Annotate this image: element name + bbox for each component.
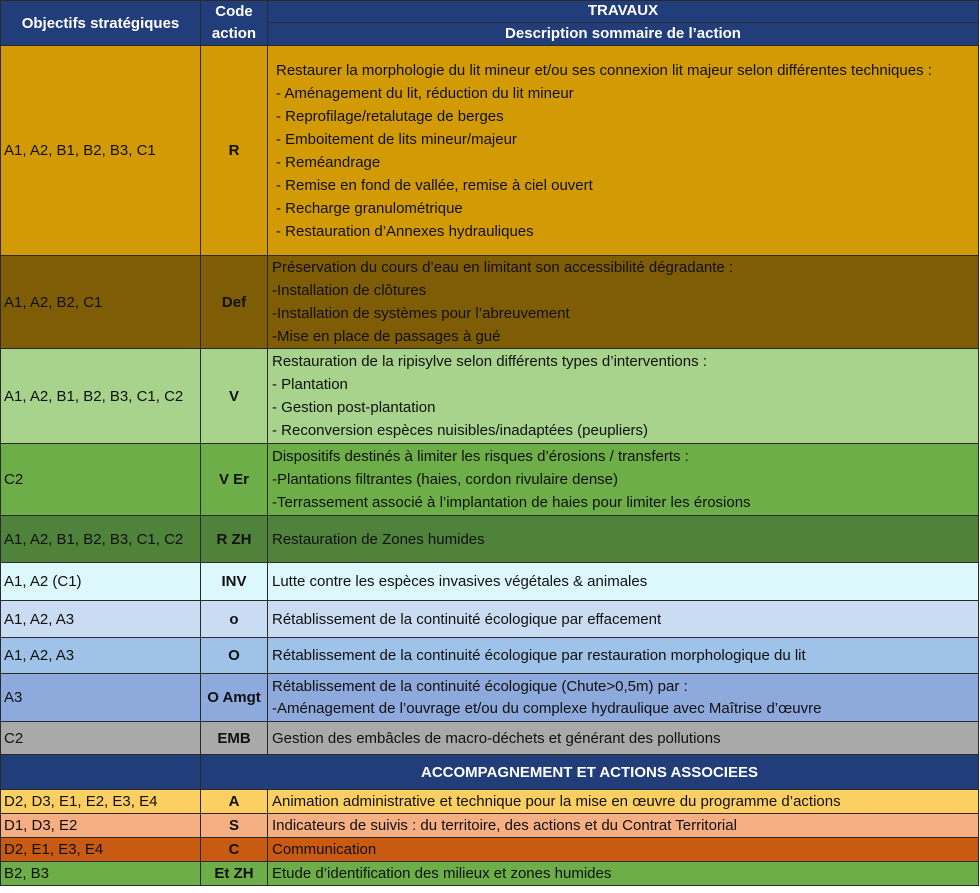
code-cell: V [201, 349, 268, 444]
code-cell: R ZH [201, 516, 268, 563]
description-cell [268, 46, 979, 256]
description-cell [268, 790, 979, 814]
description-line: Rétablissement de la continuité écologique (Chute>0,5m) par : [272, 677, 688, 695]
description-cell [268, 838, 979, 862]
description-line: - Reconversion espèces nuisibles/inadaptées (peupliers) [272, 422, 649, 439]
table-row [1, 516, 979, 563]
code-cell: A [201, 790, 268, 814]
description-line: Communication [272, 840, 377, 858]
description-line: - Reprofilage/retalutage de berges [276, 107, 504, 125]
objectifs-cell: A1, A2, B1, B2, B3, C1, C2 [1, 349, 201, 444]
description-line: - Reméandrage [276, 153, 381, 171]
description-line: - Restauration d’Annexes hydrauliques [276, 222, 534, 240]
code-cell: R [201, 46, 268, 256]
table-row [1, 674, 979, 722]
description-line: Gestion des embâcles de macro-déchets et générant des pollutions [272, 729, 721, 747]
code-cell: V Er [201, 444, 268, 516]
section-header-row [1, 755, 979, 790]
description-cell [268, 516, 979, 563]
objectifs-cell: B2, B3 [1, 862, 201, 886]
description-line: - Gestion post-plantation [272, 399, 436, 416]
description-line: - Recharge granulométrique [276, 199, 463, 217]
description-cell [268, 349, 979, 444]
code-cell: C [201, 838, 268, 862]
table-row [1, 256, 979, 349]
table-row [1, 46, 979, 256]
header-row [1, 1, 979, 23]
code-cell: O Amgt [201, 674, 268, 722]
description-line: -Mise en place de passages à gué [272, 328, 501, 345]
table-row [1, 601, 979, 638]
description-cell [268, 638, 979, 674]
section-blank-cell [1, 755, 201, 790]
objectifs-cell: D1, D3, E2 [1, 814, 201, 838]
description-cell [268, 674, 979, 722]
code-cell: S [201, 814, 268, 838]
description-cell [268, 862, 979, 886]
objectifs-cell: A1, A2, B1, B2, B3, C1 [1, 46, 201, 256]
description-line: - Remise en fond de vallée, remise à ciel ouvert [276, 176, 593, 194]
description-line: -Plantations filtrantes (haies, cordon rivulaire dense) [272, 471, 619, 488]
description-line: Lutte contre les espèces invasives végétales & animales [272, 573, 648, 590]
table-row [1, 790, 979, 814]
code-cell: Et ZH [201, 862, 268, 886]
description-line: Indicateurs de suivis : du territoire, des actions et du Contrat Territorial [272, 816, 737, 834]
description-cell [268, 722, 979, 755]
description-line: Restauration de Zones humides [272, 530, 485, 548]
code-cell: o [201, 601, 268, 638]
description-line: Restauration de la ripisylve selon différents types d’interventions : [272, 353, 707, 370]
table-row [1, 722, 979, 755]
description-line: Etude d’identification des milieux et zones humides [272, 864, 612, 882]
objectifs-cell: A1, A2 (C1) [1, 563, 201, 601]
code-cell: EMB [201, 722, 268, 755]
description-line: Rétablissement de la continuité écologique par effacement [272, 610, 662, 628]
description-line: Restaurer la morphologie du lit mineur et/ou ses connexion lit majeur selon différentes techniques : [276, 61, 932, 79]
objectifs-cell: A3 [1, 674, 201, 722]
description-line: - Emboitement de lits mineur/majeur [276, 130, 517, 148]
header-description: Description sommaire de l’action [268, 22, 979, 45]
code-cell: O [201, 638, 268, 674]
description-cell [268, 601, 979, 638]
description-line: Préservation du cours d’eau en limitant son accessibilité dégradante : [272, 259, 734, 276]
table-row [1, 349, 979, 444]
table-row [1, 838, 979, 862]
description-line: - Aménagement du lit, réduction du lit mineur [276, 84, 574, 102]
description-line: -Installation de clôtures [272, 282, 427, 299]
description-line: -Terrassement associé à l’implantation de haies pour limiter les érosions [272, 494, 751, 511]
description-cell [268, 563, 979, 601]
description-line: -Installation de systèmes pour l’abreuvement [272, 305, 570, 322]
description-cell [268, 814, 979, 838]
table-row [1, 862, 979, 886]
header-objectifs: Objectifs stratégiques [1, 1, 201, 46]
objectifs-cell: A1, A2, A3 [1, 638, 201, 674]
description-line: Dispositifs destinés à limiter les risques d’érosions / transferts : [272, 448, 689, 465]
objectifs-cell: C2 [1, 444, 201, 516]
description-line: - Plantation [272, 376, 348, 393]
table-row [1, 444, 979, 516]
header-code: Code action [201, 1, 268, 46]
objectifs-cell: D2, D3, E1, E2, E3, E4 [1, 790, 201, 814]
description-cell [268, 444, 979, 516]
section-title: ACCOMPAGNEMENT ET ACTIONS ASSOCIEES [201, 755, 979, 790]
table-row [1, 638, 979, 674]
code-cell: INV [201, 563, 268, 601]
objectifs-cell: A1, A2, B1, B2, B3, C1, C2 [1, 516, 201, 563]
objectifs-cell: C2 [1, 722, 201, 755]
table-row [1, 563, 979, 601]
description-cell [268, 256, 979, 349]
description-line: Animation administrative et technique pour la mise en œuvre du programme d’actions [272, 792, 841, 810]
objectifs-cell: A1, A2, A3 [1, 601, 201, 638]
description-line: -Aménagement de l’ouvrage et/ou du complexe hydraulique avec Maîtrise d’œuvre [272, 699, 822, 717]
objectifs-cell: A1, A2, B2, C1 [1, 256, 201, 349]
code-cell: Def [201, 256, 268, 349]
description-line: Rétablissement de la continuité écologique par restauration morphologique du lit [272, 647, 806, 664]
objectifs-cell: D2, E1, E3, E4 [1, 838, 201, 862]
table-row [1, 814, 979, 838]
header-travaux: TRAVAUX [268, 1, 979, 23]
